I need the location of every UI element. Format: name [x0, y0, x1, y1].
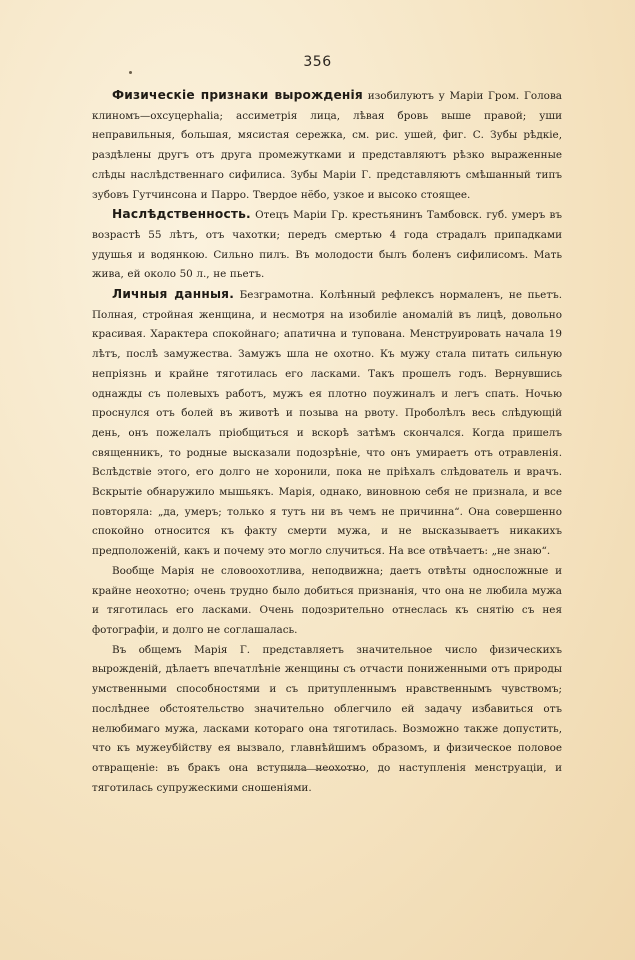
print-speck — [129, 71, 132, 74]
section-personal-data — [92, 285, 562, 562]
heading-physical-signs: Физическіе признаки вырожденія — [112, 88, 363, 102]
personal-data-text: Безграмотна. Колѣнный рефлексъ нормаленъ, не пьетъ. Полная, стройная женщина, и несмотря на изобиліе аномалій въ лицѣ, довольно красивая. Характера спокойнаго; апатична и тупована. Менструировать начала 19 лѣтъ, послѣ замужества. Замужъ шла не охотно. Къ мужу стала питать сильную непріязнь и крайне тяготилась его ласками. Такъ прошелъ годъ. Вернувшись однажды съ полевыхъ работъ, мужъ ея плотно поужиналъ и легъ спать. Ночью проснулся отъ болей въ животѣ и позыва на рвоту. Проболѣлъ весь слѣдующій день, онъ пожелалъ пріобщиться и вскорѣ затѣмъ скончался. Когда пришелъ священникъ, то родные высказали подозрѣніе, что онъ умираетъ отъ отравленія. Вслѣдствіе этого, его долго не хоронили, пока не пріѣхалъ слѣдователь и врачъ. Вскрытіе обнаружило мышьякъ. Марія, однако, виновною себя не признала, и все повторяла: „да, умеръ; только я тутъ ни въ чемъ не причинна“. Она совершенно спокойно относится къ факту смерти мужа, и не высказываетъ никакихъ предположеній, какъ и почему это могло случиться. На все отвѣчаетъ: „не знаю“. — [92, 289, 562, 558]
section-physical-signs — [92, 86, 562, 205]
end-rule — [282, 769, 360, 770]
heading-heredity: Наслѣдственность. — [112, 207, 251, 222]
page-number: 356 — [303, 54, 332, 70]
paragraph-conclusion: Въ общемъ Марія Г. представляетъ значительное число физическихъ вырожденій, дѣлаетъ впечатлѣніе женщины съ отчасти пониженными отъ природы умственными способностями и съ притупленнымъ нравственнымъ чувствомъ; послѣднее обстоятельство значительно облегчило ей задачу избавиться отъ нелюбимаго мужа, ласками котораго она тяготилась. Возможно также допустить, что къ мужеубійству ея вызвало, главнѣйшимъ образомъ, и физическое половое отвращеніе: въ бракъ она вступила неохотно, до наступленія менструаціи, и тяготилась супружескими сношеніями. — [92, 643, 562, 794]
physical-signs-text: изобилуютъ у Маріи Гром. Голова клиномъ—охсуцерhalia; ассиметрія лица, лѣвая бровь выше правой; уши неправильныя, большая, мясистая сережка, см. рис. ушей, фиг. С. Зубы рѣдкіе, раздѣлены другъ отъ друга промежутками и представляютъ рѣзко выраженные слѣды наслѣдственнаго сифилиса. Зубы Маріи Г. представляютъ смѣшанный типъ зубовъ Гутчинсона и Парро. Твердое нёбо, узкое и высоко стоящее. — [92, 90, 562, 201]
paragraph-general: Вообще Марія не словоохотлива, неподвижна; даетъ отвѣты односложные и крайне неохотно; очень трудно было добиться признанія, что она не любила мужа и тяготилась его ласками. Очень подозрительно отнеслась къ снятію съ нея фотографіи, и долго не соглашалась. — [92, 564, 562, 636]
heading-personal-data: Личныя данныя. — [112, 287, 235, 302]
section-heredity — [92, 205, 562, 285]
heredity-text: Отецъ Маріи Гр. крестьянинъ Тамбовск. губ. умеръ въ возрастѣ 55 лѣтъ, отъ чахотки; передъ смертью 4 года страдалъ припадками удушья и водянкою. Сильно пилъ. Въ молодости былъ боленъ сифилисомъ. Мать жива, ей около 50 л., не пьетъ. — [92, 209, 562, 281]
body-text — [92, 86, 562, 798]
